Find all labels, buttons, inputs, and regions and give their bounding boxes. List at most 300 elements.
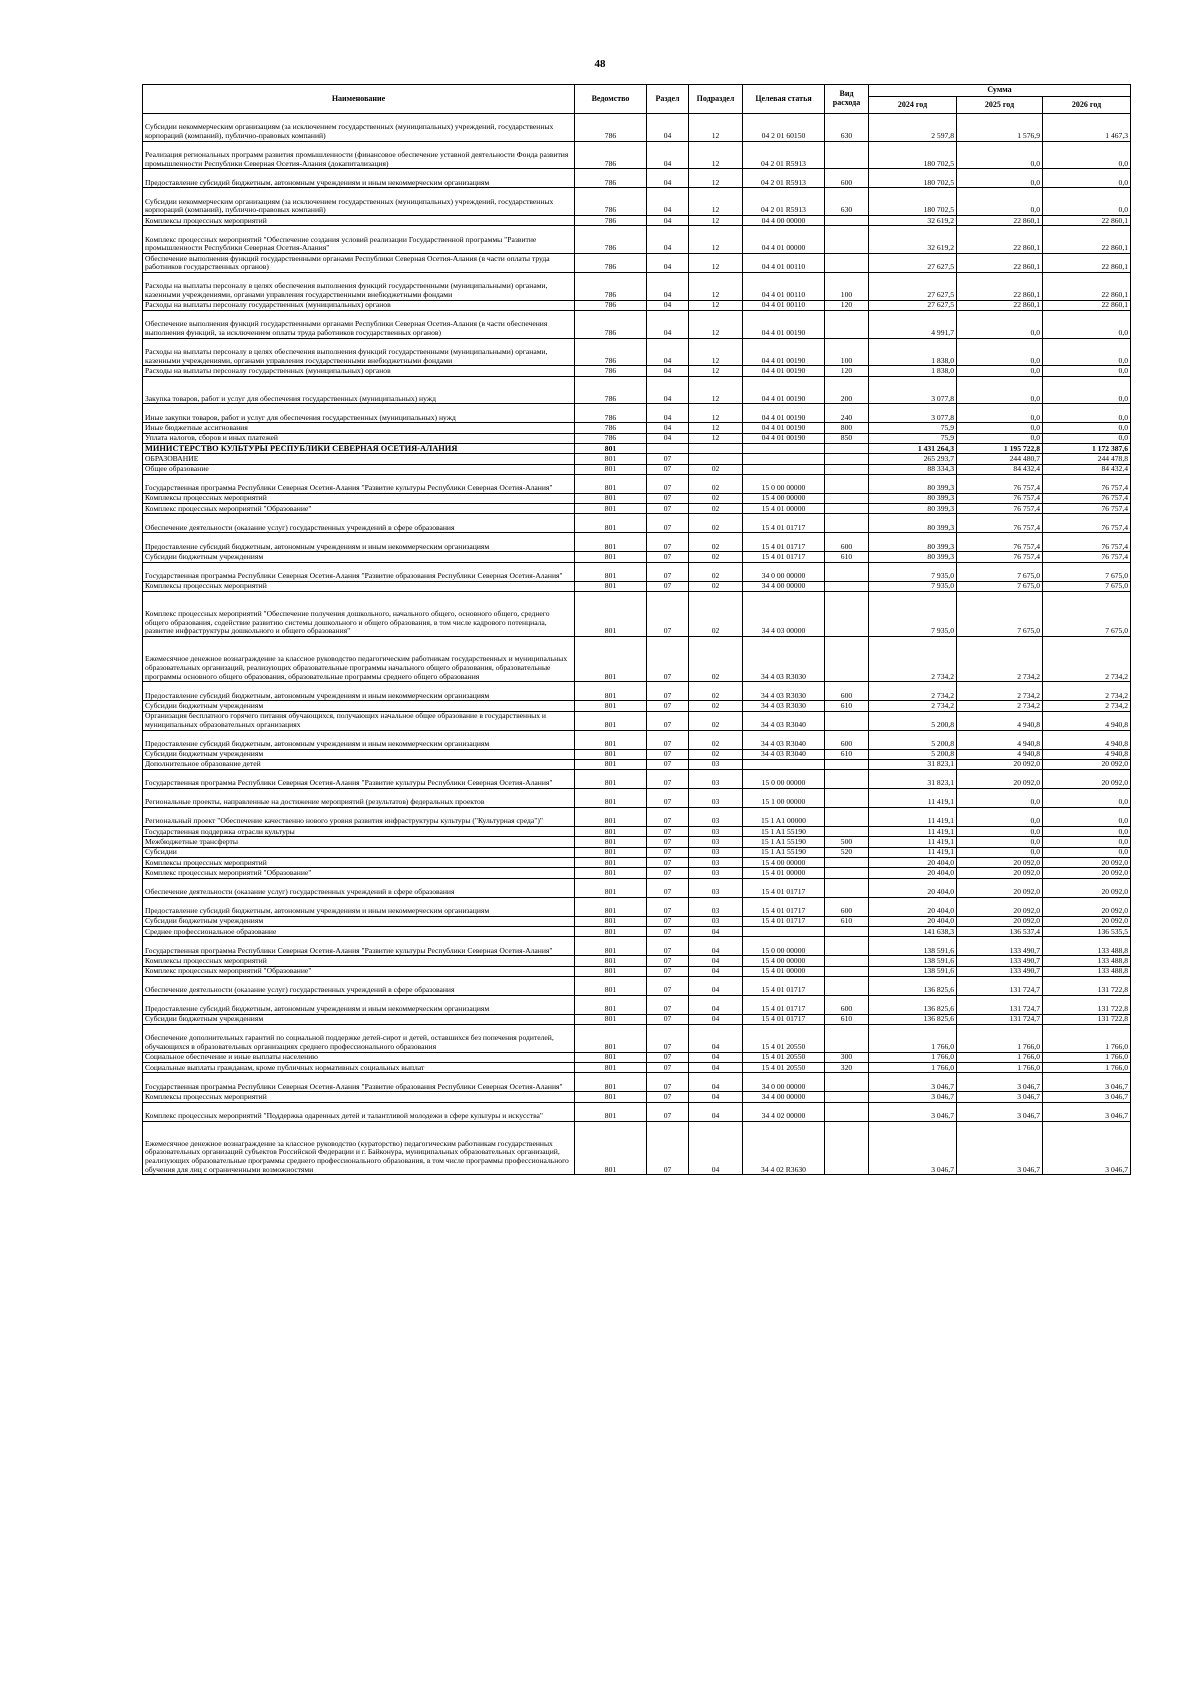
cell-2026: 22 860,1	[1043, 254, 1131, 273]
table-row	[143, 858, 1131, 868]
cell-2026: 2 734,2	[1043, 682, 1131, 701]
cell-2025: 0,0	[957, 789, 1043, 808]
cell-section: 07	[647, 730, 689, 749]
cell-2026: 7 675,0	[1043, 592, 1131, 637]
table-row	[143, 533, 1131, 552]
cell-target: 04 4 01 00190	[743, 338, 825, 366]
cell-name: Обеспечение выполнения функций государственными органами Республики Северная Осетия-Алания (в части обеспечения выполнения функций, за исключением оплаты труда работников государственных органов)	[143, 311, 575, 339]
cell-subsection: 12	[689, 404, 743, 423]
cell-section: 07	[647, 581, 689, 591]
col-header-name: Наименование	[143, 85, 575, 114]
cell-expense	[825, 759, 869, 769]
cell-2025: 20 092,0	[957, 858, 1043, 868]
cell-subsection: 04	[689, 937, 743, 956]
cell-2025: 84 432,4	[957, 464, 1043, 474]
cell-2026: 133 488,8	[1043, 966, 1131, 976]
cell-subsection	[689, 443, 743, 453]
cell-name: Субсидии	[143, 847, 575, 857]
cell-2026: 4 940,8	[1043, 749, 1131, 759]
table-row	[143, 1014, 1131, 1024]
cell-2024: 27 627,5	[869, 300, 957, 310]
cell-2025: 22 860,1	[957, 254, 1043, 273]
cell-name: Уплата налогов, сборов и иных платежей	[143, 433, 575, 443]
cell-2024: 80 399,3	[869, 474, 957, 493]
col-header-target: Целевая статья	[743, 85, 825, 114]
cell-name: Государственная программа Республики Северная Осетия-Алания "Развитие образования Республики Северная Осетия-Алания"	[143, 562, 575, 581]
table-row	[143, 169, 1131, 188]
cell-2026: 76 757,4	[1043, 493, 1131, 503]
cell-2024: 136 825,6	[869, 995, 957, 1014]
cell-expense	[825, 858, 869, 868]
cell-target: 15 4 00 00000	[743, 858, 825, 868]
cell-section: 04	[647, 300, 689, 310]
cell-2026: 1 172 387,6	[1043, 443, 1131, 453]
cell-expense	[825, 827, 869, 837]
cell-target: 04 4 01 00110	[743, 300, 825, 310]
cell-2026: 0,0	[1043, 376, 1131, 404]
cell-2025: 3 046,7	[957, 1092, 1043, 1102]
table-row	[143, 916, 1131, 926]
cell-2024: 11 419,1	[869, 808, 957, 827]
table-row	[143, 711, 1131, 730]
cell-target: 15 0 00 00000	[743, 937, 825, 956]
cell-expense	[825, 581, 869, 591]
cell-target: 15 0 00 00000	[743, 770, 825, 789]
cell-name: Закупка товаров, работ и услуг для обеспечения государственных (муниципальных) нужд	[143, 376, 575, 404]
cell-dept: 801	[575, 966, 647, 976]
cell-dept: 801	[575, 730, 647, 749]
cell-target: 04 4 00 00000	[743, 216, 825, 226]
cell-name: Комплекс процессных мероприятий "Обеспечение создания условий реализации Государственной программы "Развитие промышленности Республики Северная Осетия-Алания"	[143, 226, 575, 254]
cell-expense	[825, 808, 869, 827]
cell-expense	[825, 493, 869, 503]
table-row	[143, 1052, 1131, 1062]
cell-2024: 180 702,5	[869, 169, 957, 188]
cell-2026: 2 734,2	[1043, 637, 1131, 682]
table-row	[143, 376, 1131, 404]
table-row	[143, 300, 1131, 310]
cell-2026: 0,0	[1043, 808, 1131, 827]
cell-2025: 3 046,7	[957, 1073, 1043, 1092]
cell-subsection: 12	[689, 216, 743, 226]
cell-2025: 1 195 722,8	[957, 443, 1043, 453]
cell-2024: 4 991,7	[869, 311, 957, 339]
cell-section: 04	[647, 114, 689, 142]
cell-2024: 80 399,3	[869, 514, 957, 533]
cell-expense	[825, 637, 869, 682]
cell-section: 04	[647, 141, 689, 169]
table-row	[143, 581, 1131, 591]
cell-dept: 786	[575, 114, 647, 142]
cell-target: 04 2 01 R5913	[743, 188, 825, 216]
cell-target: 34 4 00 00000	[743, 581, 825, 591]
cell-2024: 80 399,3	[869, 552, 957, 562]
cell-section: 07	[647, 711, 689, 730]
table-row	[143, 995, 1131, 1014]
cell-2026: 4 940,8	[1043, 711, 1131, 730]
table-row	[143, 338, 1131, 366]
cell-2026: 0,0	[1043, 404, 1131, 423]
cell-target	[743, 454, 825, 464]
cell-name: Расходы на выплаты персоналу государственных (муниципальных) органов	[143, 366, 575, 376]
cell-subsection: 12	[689, 188, 743, 216]
cell-section: 07	[647, 1063, 689, 1073]
cell-dept: 801	[575, 897, 647, 916]
cell-subsection: 02	[689, 474, 743, 493]
cell-section: 04	[647, 423, 689, 433]
cell-dept: 786	[575, 216, 647, 226]
cell-subsection: 02	[689, 581, 743, 591]
table-row	[143, 464, 1131, 474]
cell-expense: 610	[825, 916, 869, 926]
cell-expense	[825, 966, 869, 976]
cell-name: Субсидии бюджетным учреждениям	[143, 701, 575, 711]
cell-name: Обеспечение деятельности (оказание услуг) государственных учреждений в сфере образования	[143, 514, 575, 533]
cell-2026: 133 488,8	[1043, 956, 1131, 966]
cell-dept: 786	[575, 433, 647, 443]
cell-2025: 131 724,7	[957, 995, 1043, 1014]
cell-section: 07	[647, 916, 689, 926]
cell-subsection: 12	[689, 433, 743, 443]
cell-2025: 22 860,1	[957, 216, 1043, 226]
cell-subsection: 02	[689, 730, 743, 749]
cell-expense: 600	[825, 730, 869, 749]
cell-dept: 786	[575, 311, 647, 339]
cell-section: 07	[647, 1052, 689, 1062]
cell-2026: 1 766,0	[1043, 1052, 1131, 1062]
cell-dept: 801	[575, 711, 647, 730]
cell-expense	[825, 937, 869, 956]
cell-target: 34 4 03 R3040	[743, 749, 825, 759]
cell-2024: 138 591,6	[869, 956, 957, 966]
cell-target: 15 4 01 20550	[743, 1063, 825, 1073]
cell-dept: 786	[575, 273, 647, 301]
cell-target: 04 4 01 00190	[743, 311, 825, 339]
cell-2025: 2 734,2	[957, 637, 1043, 682]
cell-subsection: 12	[689, 141, 743, 169]
col-header-2024: 2024 год	[869, 97, 957, 114]
cell-section: 07	[647, 837, 689, 847]
cell-name: Общее образование	[143, 464, 575, 474]
cell-section: 07	[647, 897, 689, 916]
cell-expense	[825, 514, 869, 533]
table-row	[143, 114, 1131, 142]
cell-2024: 2 734,2	[869, 637, 957, 682]
cell-expense	[825, 226, 869, 254]
cell-2026: 76 757,4	[1043, 552, 1131, 562]
cell-expense: 500	[825, 837, 869, 847]
cell-section: 07	[647, 533, 689, 552]
cell-target: 34 4 03 R3040	[743, 711, 825, 730]
cell-2025: 7 675,0	[957, 592, 1043, 637]
cell-2025: 4 940,8	[957, 711, 1043, 730]
cell-dept: 801	[575, 637, 647, 682]
cell-dept: 801	[575, 770, 647, 789]
cell-target: 34 0 00 00000	[743, 1073, 825, 1092]
cell-subsection: 12	[689, 273, 743, 301]
cell-target: 04 4 01 00110	[743, 273, 825, 301]
cell-2025: 7 675,0	[957, 581, 1043, 591]
cell-2024: 138 591,6	[869, 966, 957, 976]
cell-2025: 20 092,0	[957, 878, 1043, 897]
cell-2026: 0,0	[1043, 789, 1131, 808]
cell-2024: 32 619,2	[869, 226, 957, 254]
cell-2025: 0,0	[957, 433, 1043, 443]
cell-2024: 3 046,7	[869, 1102, 957, 1121]
cell-2026: 0,0	[1043, 837, 1131, 847]
cell-dept: 801	[575, 1025, 647, 1053]
cell-2026: 3 046,7	[1043, 1121, 1131, 1175]
cell-2025: 76 757,4	[957, 474, 1043, 493]
table-row	[143, 404, 1131, 423]
cell-subsection: 02	[689, 533, 743, 552]
cell-expense	[825, 254, 869, 273]
cell-2026: 20 092,0	[1043, 878, 1131, 897]
cell-2026: 20 092,0	[1043, 868, 1131, 878]
cell-section: 07	[647, 868, 689, 878]
cell-dept: 801	[575, 808, 647, 827]
cell-2025: 7 675,0	[957, 562, 1043, 581]
cell-expense	[825, 443, 869, 453]
cell-2024: 1 431 264,3	[869, 443, 957, 453]
cell-dept: 786	[575, 366, 647, 376]
cell-name: Предоставление субсидий бюджетным, автономным учреждениям и иным некоммерческим организациям	[143, 897, 575, 916]
cell-dept: 801	[575, 493, 647, 503]
cell-target: 34 4 03 R3040	[743, 730, 825, 749]
cell-expense	[825, 454, 869, 464]
cell-section: 04	[647, 376, 689, 404]
cell-target: 15 4 01 01717	[743, 878, 825, 897]
cell-dept: 786	[575, 300, 647, 310]
cell-2026: 3 046,7	[1043, 1102, 1131, 1121]
cell-section: 04	[647, 311, 689, 339]
table-row	[143, 423, 1131, 433]
table-row	[143, 808, 1131, 827]
cell-expense	[825, 141, 869, 169]
table-row	[143, 701, 1131, 711]
cell-target: 04 4 01 00000	[743, 226, 825, 254]
cell-dept: 801	[575, 514, 647, 533]
cell-expense: 200	[825, 376, 869, 404]
cell-2024: 2 734,2	[869, 682, 957, 701]
cell-target: 15 4 01 20550	[743, 1025, 825, 1053]
cell-name: Комплекс процессных мероприятий "Образование"	[143, 504, 575, 514]
cell-subsection: 03	[689, 916, 743, 926]
cell-expense: 320	[825, 1063, 869, 1073]
cell-target: 15 0 00 00000	[743, 474, 825, 493]
table-body	[143, 114, 1131, 1175]
cell-2026: 0,0	[1043, 423, 1131, 433]
cell-target: 04 2 01 R5913	[743, 141, 825, 169]
cell-2024: 80 399,3	[869, 493, 957, 503]
cell-2026: 22 860,1	[1043, 226, 1131, 254]
cell-2025: 4 940,8	[957, 749, 1043, 759]
cell-dept: 801	[575, 827, 647, 837]
table-row	[143, 837, 1131, 847]
cell-target: 04 4 01 00190	[743, 423, 825, 433]
cell-dept: 786	[575, 338, 647, 366]
cell-name: Обеспечение дополнительных гарантий по социальной поддержке детей-сирот и детей, оставшихся без попечения родителей, обучающихся в образовательных организациях среднего профессионального образования	[143, 1025, 575, 1053]
cell-2025: 4 940,8	[957, 730, 1043, 749]
cell-subsection: 12	[689, 311, 743, 339]
cell-2024: 141 638,3	[869, 926, 957, 936]
cell-section: 07	[647, 504, 689, 514]
table-row	[143, 730, 1131, 749]
table-row	[143, 847, 1131, 857]
cell-target: 15 4 01 00000	[743, 504, 825, 514]
cell-expense	[825, 868, 869, 878]
cell-2024: 7 935,0	[869, 562, 957, 581]
cell-target: 04 4 01 00110	[743, 254, 825, 273]
cell-section: 07	[647, 493, 689, 503]
cell-2024: 1 766,0	[869, 1025, 957, 1053]
cell-2025: 0,0	[957, 188, 1043, 216]
budget-table	[142, 84, 1131, 1175]
cell-2025: 22 860,1	[957, 300, 1043, 310]
cell-dept: 801	[575, 504, 647, 514]
cell-dept: 786	[575, 254, 647, 273]
cell-target: 15 1 A1 55190	[743, 847, 825, 857]
cell-2024: 20 404,0	[869, 858, 957, 868]
cell-2026: 3 046,7	[1043, 1073, 1131, 1092]
cell-2025: 76 757,4	[957, 533, 1043, 552]
cell-expense	[825, 1025, 869, 1053]
cell-section: 04	[647, 216, 689, 226]
cell-expense: 520	[825, 847, 869, 857]
cell-section: 07	[647, 759, 689, 769]
cell-name: Социальные выплаты гражданам, кроме публичных нормативных социальных выплат	[143, 1063, 575, 1073]
table-row	[143, 443, 1131, 453]
cell-target: 34 4 00 00000	[743, 1092, 825, 1102]
cell-2024: 11 419,1	[869, 827, 957, 837]
cell-target: 15 4 01 01717	[743, 1014, 825, 1024]
cell-2025: 76 757,4	[957, 504, 1043, 514]
cell-2024: 1 766,0	[869, 1052, 957, 1062]
cell-name: Субсидии бюджетным учреждениям	[143, 916, 575, 926]
cell-name: Предоставление субсидий бюджетным, автономным учреждениям и иным некоммерческим организациям	[143, 169, 575, 188]
cell-2024: 20 404,0	[869, 878, 957, 897]
cell-section: 07	[647, 514, 689, 533]
cell-subsection: 02	[689, 464, 743, 474]
cell-2026: 4 940,8	[1043, 730, 1131, 749]
cell-2026: 131 722,8	[1043, 995, 1131, 1014]
cell-target: 04 4 01 00190	[743, 366, 825, 376]
cell-dept: 801	[575, 858, 647, 868]
cell-name: Предоставление субсидий бюджетным, автономным учреждениям и иным некоммерческим организациям	[143, 730, 575, 749]
cell-subsection: 12	[689, 376, 743, 404]
cell-dept: 801	[575, 443, 647, 453]
cell-expense: 800	[825, 423, 869, 433]
cell-section: 07	[647, 552, 689, 562]
cell-dept: 801	[575, 592, 647, 637]
cell-2026: 20 092,0	[1043, 916, 1131, 926]
table-row	[143, 976, 1131, 995]
cell-2026: 0,0	[1043, 311, 1131, 339]
col-header-expense: Вид расхода	[825, 85, 869, 114]
cell-expense: 600	[825, 897, 869, 916]
cell-section: 07	[647, 827, 689, 837]
cell-2025: 133 490,7	[957, 956, 1043, 966]
cell-2026: 20 092,0	[1043, 897, 1131, 916]
cell-target: 15 4 01 01717	[743, 976, 825, 995]
cell-2025: 131 724,7	[957, 976, 1043, 995]
table-row	[143, 749, 1131, 759]
cell-2026: 22 860,1	[1043, 216, 1131, 226]
cell-subsection: 03	[689, 789, 743, 808]
cell-2025: 22 860,1	[957, 226, 1043, 254]
cell-section: 04	[647, 404, 689, 423]
cell-2025: 1 576,9	[957, 114, 1043, 142]
cell-2026: 76 757,4	[1043, 514, 1131, 533]
cell-expense: 100	[825, 273, 869, 301]
cell-expense: 600	[825, 682, 869, 701]
cell-subsection: 02	[689, 592, 743, 637]
cell-name: Среднее профессиональное образование	[143, 926, 575, 936]
cell-2026: 20 092,0	[1043, 759, 1131, 769]
table-row	[143, 897, 1131, 916]
cell-dept: 801	[575, 562, 647, 581]
cell-subsection: 03	[689, 847, 743, 857]
cell-subsection: 04	[689, 1025, 743, 1053]
cell-section: 07	[647, 592, 689, 637]
table-row	[143, 254, 1131, 273]
cell-expense	[825, 474, 869, 493]
table-row	[143, 770, 1131, 789]
cell-2024: 3 046,7	[869, 1121, 957, 1175]
cell-section: 07	[647, 1014, 689, 1024]
cell-name: Комплекс процессных мероприятий "Обеспечение получения дошкольного, начального общего, основного общего, среднего общего образования, содействие развитию системы дошкольного и общего образования, в том числе кадрового потенциала, развитие инфраструктуры дошкольного и общего образования"	[143, 592, 575, 637]
cell-dept: 801	[575, 1073, 647, 1092]
cell-subsection: 02	[689, 637, 743, 682]
cell-target: 34 4 03 R3030	[743, 682, 825, 701]
cell-section: 07	[647, 878, 689, 897]
cell-expense	[825, 789, 869, 808]
cell-section: 07	[647, 682, 689, 701]
cell-name: Иные закупки товаров, работ и услуг для обеспечения государственных (муниципальных) нужд	[143, 404, 575, 423]
cell-expense: 610	[825, 552, 869, 562]
cell-target	[743, 443, 825, 453]
cell-subsection: 02	[689, 682, 743, 701]
cell-expense: 600	[825, 533, 869, 552]
cell-section: 07	[647, 1092, 689, 1102]
table-row	[143, 493, 1131, 503]
cell-target: 34 4 02 00000	[743, 1102, 825, 1121]
cell-2025: 0,0	[957, 311, 1043, 339]
cell-2026: 133 488,8	[1043, 937, 1131, 956]
cell-dept: 801	[575, 995, 647, 1014]
table-row	[143, 682, 1131, 701]
cell-section: 07	[647, 789, 689, 808]
cell-name: Государственная программа Республики Северная Осетия-Алания "Развитие образования Республики Северная Осетия-Алания"	[143, 1073, 575, 1092]
cell-2025: 3 046,7	[957, 1121, 1043, 1175]
table-row	[143, 552, 1131, 562]
cell-name: Государственная поддержка отрасли культуры	[143, 827, 575, 837]
cell-2024: 75,9	[869, 423, 957, 433]
cell-dept: 801	[575, 474, 647, 493]
table-row	[143, 226, 1131, 254]
cell-name: Субсидии бюджетным учреждениям	[143, 1014, 575, 1024]
cell-subsection: 03	[689, 808, 743, 827]
cell-target: 15 4 01 01717	[743, 533, 825, 552]
cell-2024: 180 702,5	[869, 188, 957, 216]
table-row	[143, 188, 1131, 216]
cell-section: 07	[647, 847, 689, 857]
cell-2024: 75,9	[869, 433, 957, 443]
cell-section: 04	[647, 366, 689, 376]
cell-name: Предоставление субсидий бюджетным, автономным учреждениям и иным некоммерческим организациям	[143, 995, 575, 1014]
cell-2024: 20 404,0	[869, 916, 957, 926]
cell-2026: 76 757,4	[1043, 504, 1131, 514]
